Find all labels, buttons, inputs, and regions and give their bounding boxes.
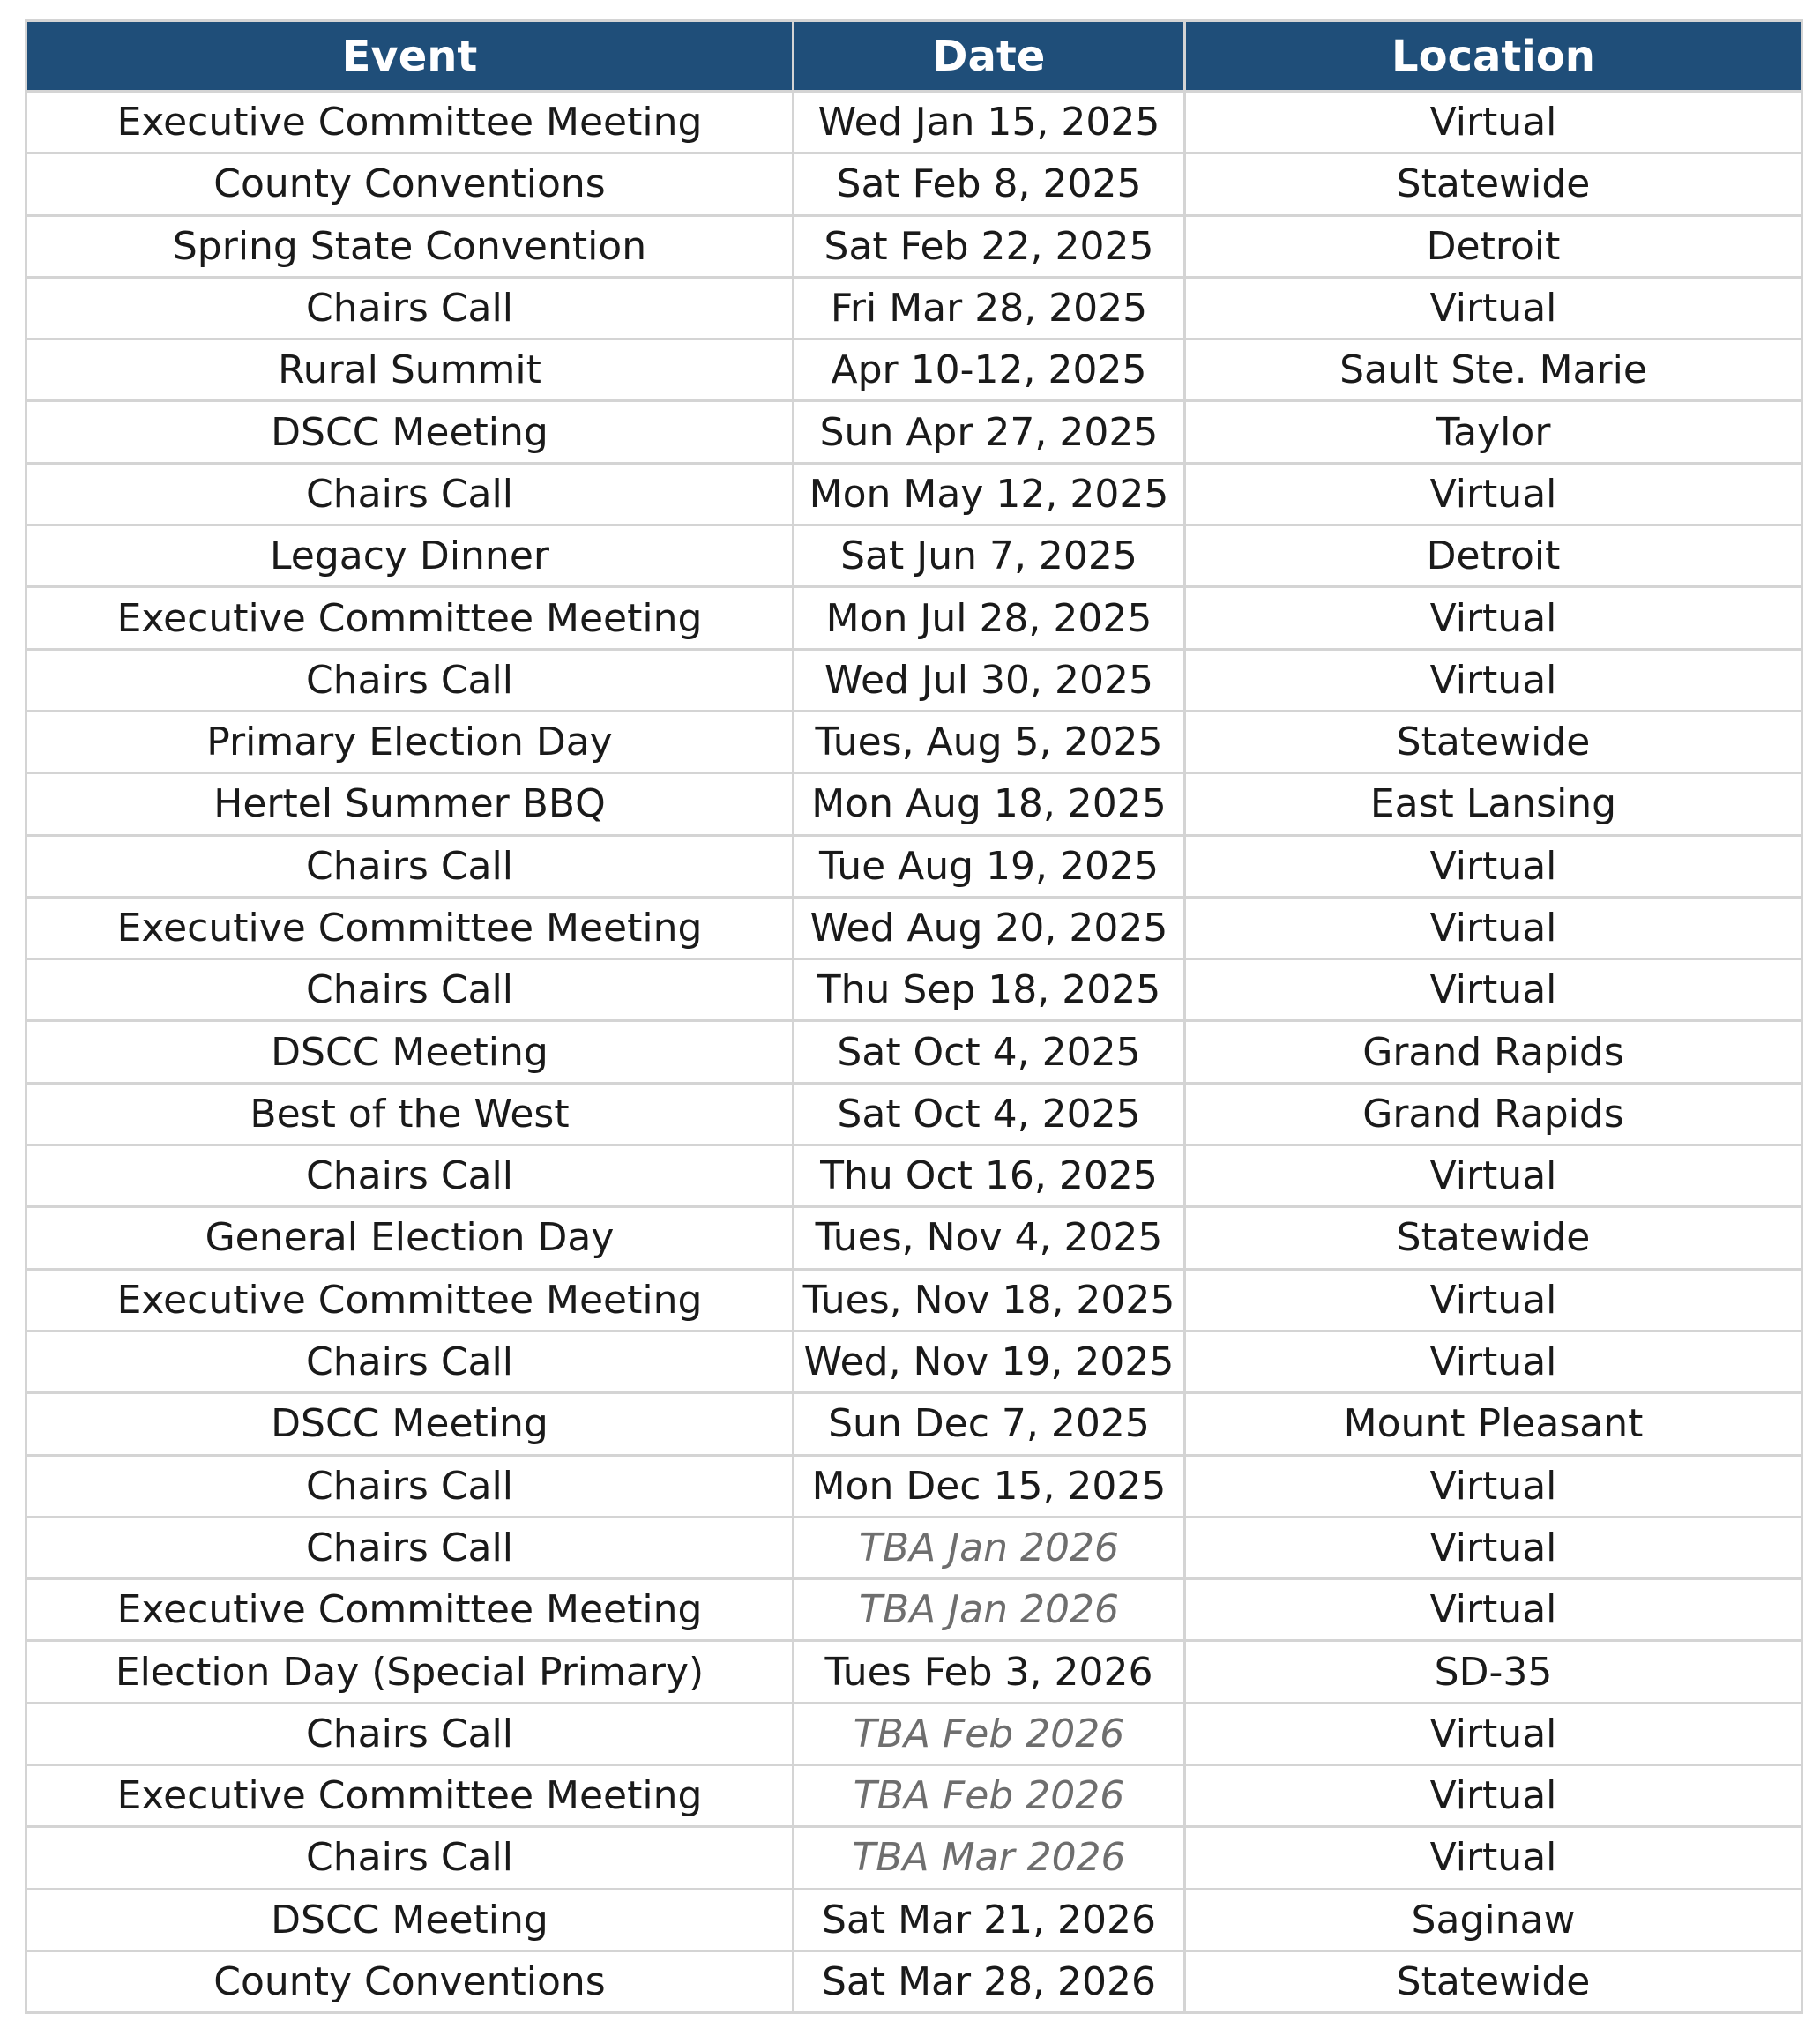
event-cell: Chairs Call <box>26 1703 794 1764</box>
location-cell: Grand Rapids <box>1185 1083 1802 1145</box>
table-row <box>26 711 1802 772</box>
date-cell: Tue Aug 19, 2025 <box>794 835 1185 897</box>
event-cell: Chairs Call <box>26 1331 794 1392</box>
date-cell: TBA Feb 2026 <box>794 1765 1185 1827</box>
event-cell: Chairs Call <box>26 1517 794 1578</box>
location-cell: Statewide <box>1185 711 1802 772</box>
date-cell: Wed, Nov 19, 2025 <box>794 1331 1185 1392</box>
location-cell: Sault Ste. Marie <box>1185 339 1802 401</box>
location-cell: Taylor <box>1185 401 1802 463</box>
location-cell: Virtual <box>1185 1331 1802 1392</box>
date-cell: Sat Oct 4, 2025 <box>794 1083 1185 1145</box>
event-cell: Chairs Call <box>26 959 794 1021</box>
event-cell: DSCC Meeting <box>26 1393 794 1455</box>
date-cell: TBA Feb 2026 <box>794 1703 1185 1764</box>
date-cell: Sun Dec 7, 2025 <box>794 1393 1185 1455</box>
location-cell: Virtual <box>1185 463 1802 525</box>
location-cell: SD-35 <box>1185 1641 1802 1703</box>
event-cell: Executive Committee Meeting <box>26 897 794 958</box>
event-cell: Executive Committee Meeting <box>26 92 794 153</box>
event-cell: Election Day (Special Primary) <box>26 1641 794 1703</box>
event-cell: County Conventions <box>26 1950 794 2012</box>
date-cell: Apr 10-12, 2025 <box>794 339 1185 401</box>
table-row <box>26 277 1802 339</box>
location-cell: Detroit <box>1185 526 1802 587</box>
location-cell: Virtual <box>1185 277 1802 339</box>
location-cell: Virtual <box>1185 1517 1802 1578</box>
location-cell: Virtual <box>1185 1455 1802 1517</box>
date-cell: Wed Aug 20, 2025 <box>794 897 1185 958</box>
table-row <box>26 959 1802 1021</box>
date-cell: TBA Mar 2026 <box>794 1827 1185 1889</box>
date-cell: Sat Mar 21, 2026 <box>794 1889 1185 1950</box>
location-cell: Virtual <box>1185 1579 1802 1641</box>
event-cell: Rural Summit <box>26 339 794 401</box>
event-cell: Legacy Dinner <box>26 526 794 587</box>
table-row <box>26 153 1802 215</box>
column-header-date: Date <box>794 21 1185 92</box>
table-row <box>26 1579 1802 1641</box>
column-header-location: Location <box>1185 21 1802 92</box>
date-cell: Tues, Nov 4, 2025 <box>794 1207 1185 1269</box>
event-cell: Executive Committee Meeting <box>26 1269 794 1331</box>
event-cell: Chairs Call <box>26 1455 794 1517</box>
table-row <box>26 773 1802 835</box>
date-cell: Mon Dec 15, 2025 <box>794 1455 1185 1517</box>
event-cell: Best of the West <box>26 1083 794 1145</box>
event-cell: Executive Committee Meeting <box>26 1765 794 1827</box>
location-cell: Virtual <box>1185 1827 1802 1889</box>
event-cell: General Election Day <box>26 1207 794 1269</box>
date-cell: Mon Jul 28, 2025 <box>794 587 1185 649</box>
table-row <box>26 649 1802 711</box>
date-cell: Sat Oct 4, 2025 <box>794 1021 1185 1083</box>
location-cell: Virtual <box>1185 959 1802 1021</box>
table-row <box>26 1641 1802 1703</box>
location-cell: Virtual <box>1185 1145 1802 1207</box>
location-cell: Statewide <box>1185 1207 1802 1269</box>
table-row <box>26 215 1802 277</box>
date-cell: Mon Aug 18, 2025 <box>794 773 1185 835</box>
location-cell: Virtual <box>1185 1269 1802 1331</box>
table-row <box>26 1765 1802 1827</box>
location-cell: East Lansing <box>1185 773 1802 835</box>
location-cell: Virtual <box>1185 897 1802 958</box>
event-cell: Chairs Call <box>26 463 794 525</box>
location-cell: Virtual <box>1185 649 1802 711</box>
date-cell: Sat Jun 7, 2025 <box>794 526 1185 587</box>
table-row <box>26 897 1802 958</box>
header-row <box>26 21 1802 92</box>
event-cell: Chairs Call <box>26 649 794 711</box>
column-header-event: Event <box>26 21 794 92</box>
date-cell: TBA Jan 2026 <box>794 1579 1185 1641</box>
location-cell: Saginaw <box>1185 1889 1802 1950</box>
table-row <box>26 1083 1802 1145</box>
location-cell: Virtual <box>1185 92 1802 153</box>
table-row <box>26 1021 1802 1083</box>
event-cell: Chairs Call <box>26 1145 794 1207</box>
event-cell: Executive Committee Meeting <box>26 587 794 649</box>
table-row <box>26 463 1802 525</box>
event-cell: Hertel Summer BBQ <box>26 773 794 835</box>
table-row <box>26 1393 1802 1455</box>
event-cell: DSCC Meeting <box>26 401 794 463</box>
date-cell: TBA Jan 2026 <box>794 1517 1185 1578</box>
table-row <box>26 339 1802 401</box>
table-row <box>26 1269 1802 1331</box>
event-cell: Spring State Convention <box>26 215 794 277</box>
date-cell: Thu Oct 16, 2025 <box>794 1145 1185 1207</box>
table-row <box>26 1703 1802 1764</box>
table-row <box>26 587 1802 649</box>
event-cell: DSCC Meeting <box>26 1021 794 1083</box>
table-row <box>26 1517 1802 1578</box>
event-cell: Chairs Call <box>26 277 794 339</box>
table-row <box>26 401 1802 463</box>
events-schedule-table <box>25 19 1803 2014</box>
location-cell: Virtual <box>1185 1765 1802 1827</box>
table-row <box>26 1207 1802 1269</box>
table-body <box>26 92 1802 2013</box>
event-cell: Chairs Call <box>26 1827 794 1889</box>
table-row <box>26 92 1802 153</box>
location-cell: Virtual <box>1185 1703 1802 1764</box>
date-cell: Sat Feb 22, 2025 <box>794 215 1185 277</box>
location-cell: Detroit <box>1185 215 1802 277</box>
location-cell: Virtual <box>1185 587 1802 649</box>
date-cell: Thu Sep 18, 2025 <box>794 959 1185 1021</box>
date-cell: Mon May 12, 2025 <box>794 463 1185 525</box>
location-cell: Mount Pleasant <box>1185 1393 1802 1455</box>
table-row <box>26 526 1802 587</box>
table-row <box>26 1827 1802 1889</box>
date-cell: Tues, Aug 5, 2025 <box>794 711 1185 772</box>
event-cell: Chairs Call <box>26 835 794 897</box>
date-cell: Tues, Nov 18, 2025 <box>794 1269 1185 1331</box>
location-cell: Grand Rapids <box>1185 1021 1802 1083</box>
table-row <box>26 1455 1802 1517</box>
date-cell: Sun Apr 27, 2025 <box>794 401 1185 463</box>
table-row <box>26 835 1802 897</box>
event-cell: DSCC Meeting <box>26 1889 794 1950</box>
location-cell: Virtual <box>1185 835 1802 897</box>
event-cell: Executive Committee Meeting <box>26 1579 794 1641</box>
date-cell: Tues Feb 3, 2026 <box>794 1641 1185 1703</box>
table-row <box>26 1331 1802 1392</box>
date-cell: Sat Feb 8, 2025 <box>794 153 1185 215</box>
date-cell: Wed Jul 30, 2025 <box>794 649 1185 711</box>
table-row <box>26 1145 1802 1207</box>
date-cell: Fri Mar 28, 2025 <box>794 277 1185 339</box>
location-cell: Statewide <box>1185 153 1802 215</box>
table-row <box>26 1950 1802 2012</box>
location-cell: Statewide <box>1185 1950 1802 2012</box>
table-row <box>26 1889 1802 1950</box>
table-header <box>26 21 1802 92</box>
event-cell: County Conventions <box>26 153 794 215</box>
date-cell: Sat Mar 28, 2026 <box>794 1950 1185 2012</box>
event-cell: Primary Election Day <box>26 711 794 772</box>
date-cell: Wed Jan 15, 2025 <box>794 92 1185 153</box>
